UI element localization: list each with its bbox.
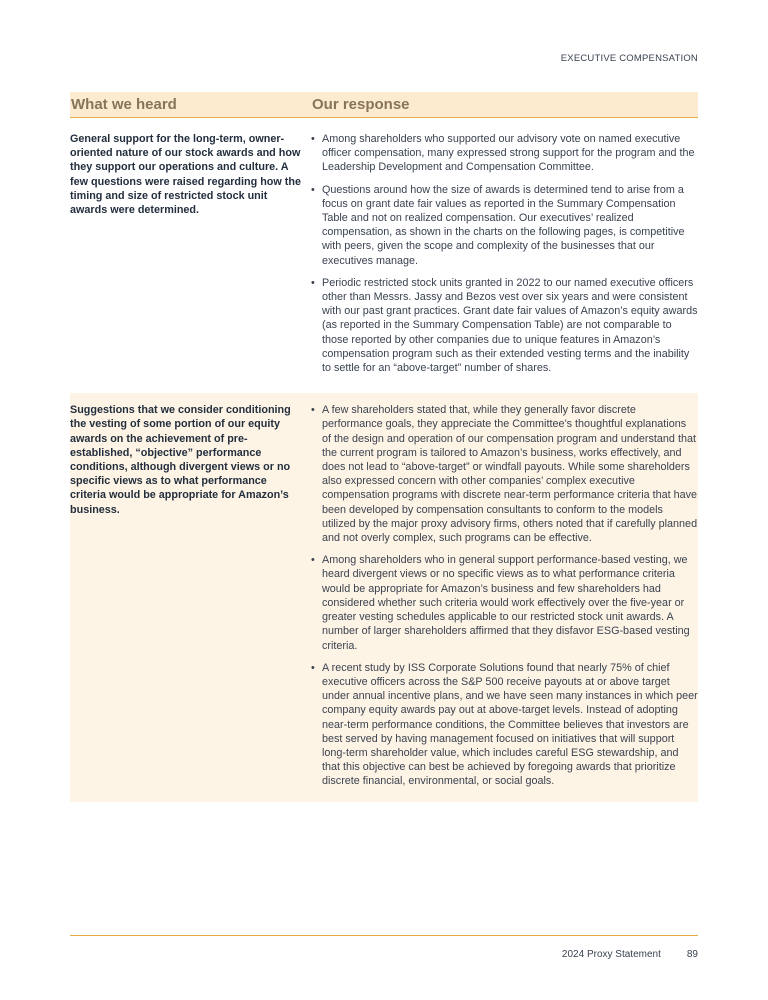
our-response-cell (311, 403, 698, 796)
feedback-table (70, 92, 698, 802)
column-header-our-response: Our response (312, 96, 410, 113)
response-list (311, 403, 698, 788)
column-header-what-we-heard: What we heard (71, 96, 177, 113)
response-item: • Questions around how the size of awards is determined tend to arise from a focus on grant date fair values as reported in the Summary Compensation Table and not on realized compensation. Our executives’ realized compensation, as shown in the charts on the following pages, is competitive with peers, given the scope and complexity of the businesses that our executives manage. (311, 183, 698, 268)
page-number: 89 (686, 949, 698, 960)
table-row (70, 118, 698, 393)
document-title: 2024 Proxy Statement (561, 949, 661, 960)
table-row (70, 393, 698, 801)
response-item: • A recent study by ISS Corporate Solutions found that nearly 75% of chief executive officers across the S&P 500 receive payouts at or above target under annual incentive plans, and we have seen many instances in which peer company equity awards pay out at above-target levels. Instead of adopting near-term performance conditions, the Committee believes that investors are best served by having management focused on initiatives that will support long-term shareholder value, which includes careful ESG stewardship, and that this objective can best be achieved by foregoing awards that prioritize discrete financial, environmental, or social goals. (311, 661, 698, 789)
response-item: • Among shareholders who supported our advisory vote on named executive officer compensation, many expressed strong support for the program and the Leadership Development and Compensation Committee. (311, 132, 698, 175)
page-footer (562, 949, 698, 960)
our-response-cell (311, 132, 698, 383)
what-we-heard-cell: Suggestions that we consider conditioning the vesting of some portion of our equity awards on the achievement of pre-established, “objective” performance conditions, although divergent views or no specific views as to what performance criteria would be appropriate for Amazon’s business. (70, 404, 291, 516)
table-header-row (70, 92, 698, 118)
section-title: EXECUTIVE COMPENSATION (560, 53, 698, 64)
response-list (311, 132, 698, 375)
what-we-heard-cell: General support for the long-term, owner-oriented nature of our stock awards and how they support our operations and culture. A few questions were raised regarding how the timing and size of restricted stock unit awards were determined. (70, 133, 301, 217)
response-item: • A few shareholders stated that, while they generally favor discrete performance goals, they appreciate the Committee’s thoughtful explanations of the design and operation of our compensation program and understand that the current program is tailored to Amazon’s business, works effectively, and does not lead to “above-target” or windfall payouts. While some shareholders also expressed concern with other companies’ complex executive compensation programs with discrete near-term performance criteria that have been developed by compensation consultants to conform to the models utilized by the major proxy advisory firms, others noted that if carefully planned and not overly complex, such programs can be effective. (311, 403, 698, 545)
response-item: • Among shareholders who in general support performance-based vesting, we heard divergent views or no specific views as to what performance criteria would be appropriate for Amazon’s business and few shareholders had considered whether such criteria would work effectively over the five-year or greater vesting schedules applicable to our restricted stock unit awards. A number of larger shareholders affirmed that they disfavor ESG-based vesting criteria. (311, 553, 698, 652)
footer-divider (70, 935, 698, 936)
response-item: • Periodic restricted stock units granted in 2022 to our named executive officers other than Messrs. Jassy and Bezos vest over six years and were consistent with our past grant practices. Grant date fair values of Amazon’s equity awards (as reported in the Summary Compensation Table) are not comparable to those reported by other companies due to unique features in Amazon’s compensation program such as their extended vesting terms and the inability to settle for an “above-target” number of shares. (311, 276, 698, 375)
